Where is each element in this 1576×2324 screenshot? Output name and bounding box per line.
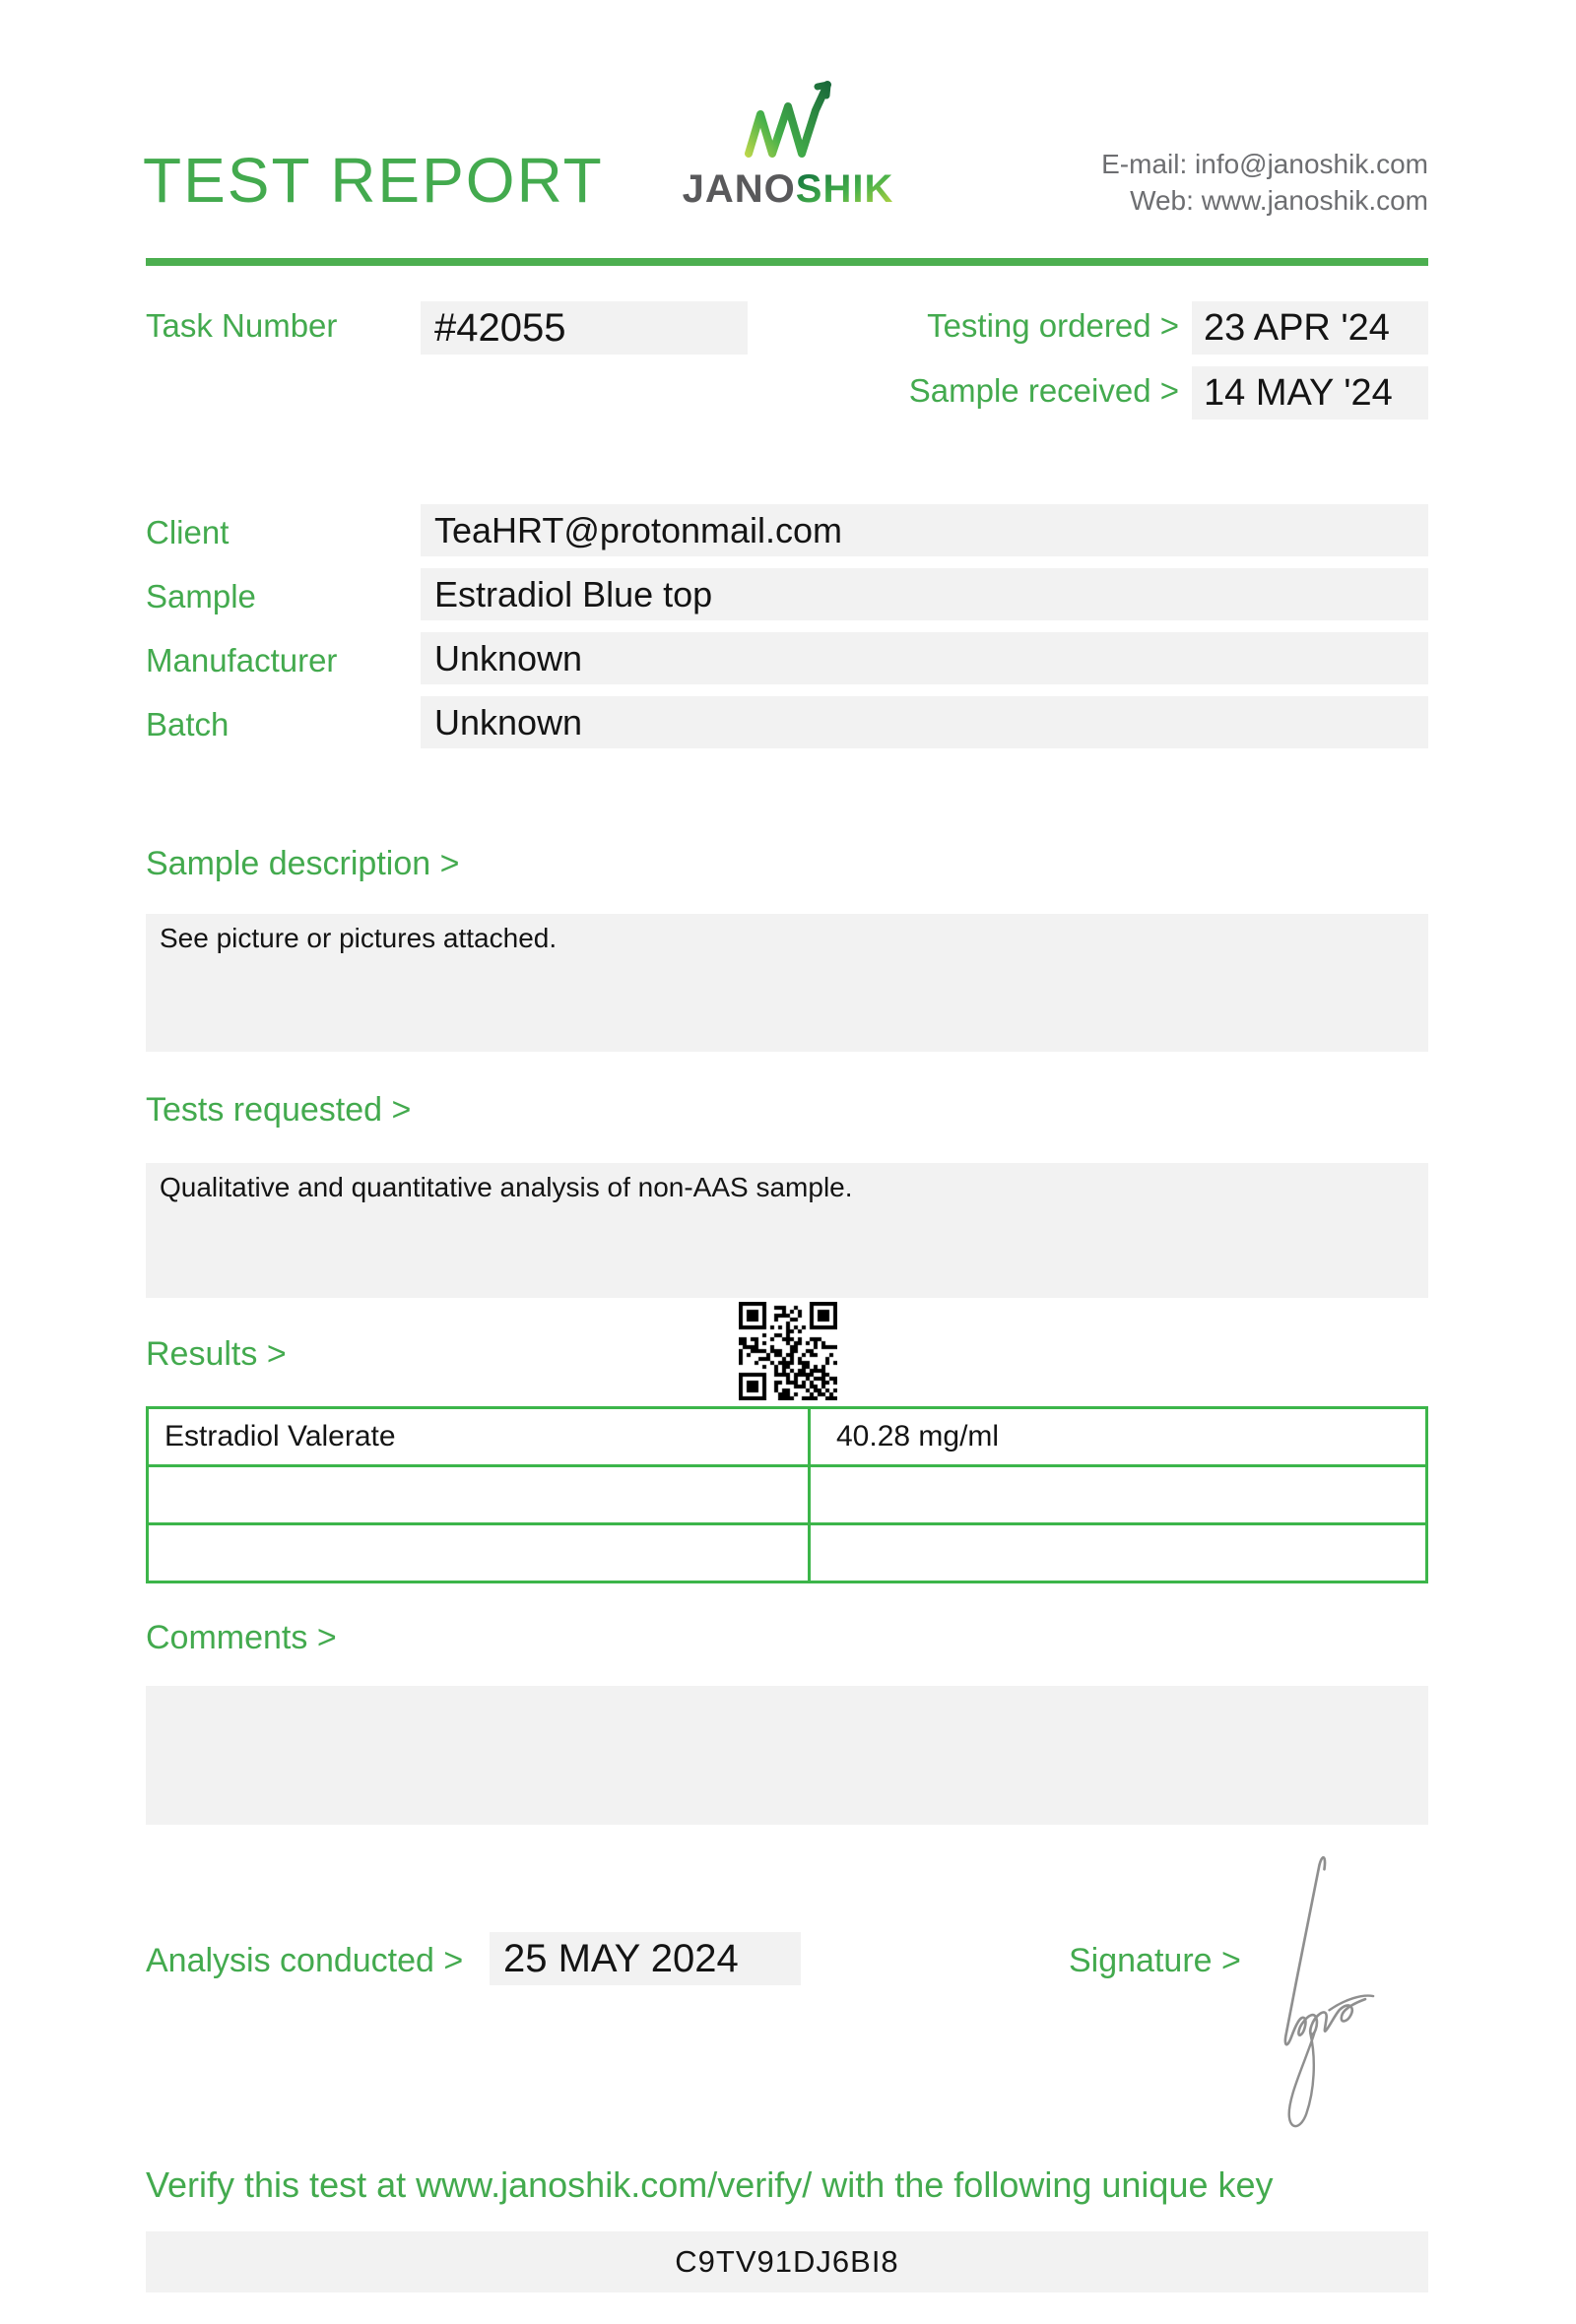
logo-wordmark-left: JANO [682, 167, 796, 211]
result-name-cell [148, 1524, 810, 1582]
janoshik-logo [680, 77, 896, 212]
sample-received-label: Sample received > [908, 372, 1179, 409]
sample-value: Estradiol Blue top [421, 568, 1428, 620]
manufacturer-label: Manufacturer [146, 642, 338, 678]
verify-instruction: Verify this test at www.janoshik.com/verify/ with the following unique key [146, 2164, 1274, 2205]
table-row [148, 1466, 1427, 1524]
results-heading: Results > [146, 1335, 287, 1373]
batch-label: Batch [146, 706, 230, 742]
logo-wordmark-right: SHIK [795, 167, 894, 211]
result-value-cell [810, 1466, 1427, 1524]
sample-description-text: See picture or pictures attached. [160, 923, 558, 953]
signature-image [1269, 1847, 1385, 2139]
task-number-label: Task Number [146, 307, 338, 344]
testing-ordered-value: 23 APR '24 [1192, 301, 1428, 355]
tests-requested-heading: Tests requested > [146, 1091, 412, 1129]
results-table [146, 1406, 1428, 1583]
result-value-cell [810, 1524, 1427, 1582]
growth-chart-arrow-icon [739, 77, 837, 160]
analysis-conducted-value: 25 MAY 2024 [490, 1932, 801, 1985]
signature-label: Signature > [1069, 1942, 1241, 1979]
contact-web: Web: www.janoshik.com [1130, 185, 1428, 216]
table-row [148, 1408, 1427, 1466]
sample-description-box [146, 914, 1428, 1052]
manufacturer-value: Unknown [421, 632, 1428, 684]
testing-ordered-label: Testing ordered > [927, 307, 1179, 344]
tests-requested-text: Qualitative and quantitative analysis of non-AAS sample. [160, 1172, 853, 1202]
sample-description-heading: Sample description > [146, 845, 460, 882]
verify-key: C9TV91DJ6BI8 [146, 2231, 1428, 2292]
sample-received-value: 14 MAY '24 [1192, 366, 1428, 420]
sample-label: Sample [146, 578, 256, 614]
result-name-cell: Estradiol Valerate [148, 1408, 810, 1466]
contact-email: E-mail: info@janoshik.com [1101, 149, 1428, 179]
client-value: TeaHRT@protonmail.com [421, 504, 1428, 556]
client-label: Client [146, 514, 230, 550]
tests-requested-box [146, 1163, 1428, 1298]
batch-value: Unknown [421, 696, 1428, 748]
table-row [148, 1524, 1427, 1582]
analysis-conducted-label: Analysis conducted > [146, 1942, 464, 1979]
qr-code [739, 1302, 837, 1400]
header-divider [146, 258, 1428, 266]
comments-box [146, 1686, 1428, 1825]
result-name-cell [148, 1466, 810, 1524]
logo-wordmark [683, 167, 894, 212]
page-title: TEST REPORT [143, 145, 604, 216]
comments-heading: Comments > [146, 1619, 337, 1656]
task-number-value: #42055 [421, 301, 748, 355]
contact-info [1101, 146, 1428, 219]
result-value-cell: 40.28 mg/ml [810, 1408, 1427, 1466]
